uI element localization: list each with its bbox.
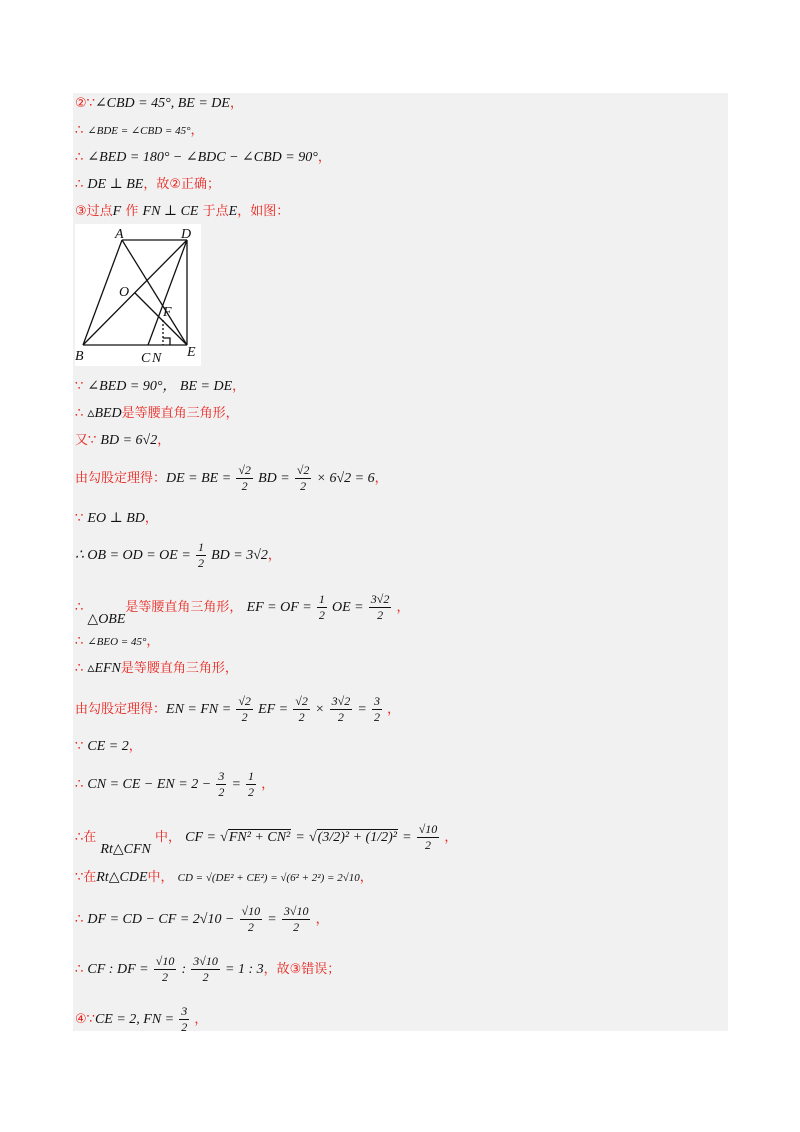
label-F: F [163, 305, 172, 320]
fraction: $\frac{3√10}{2}$ [283, 904, 309, 934]
line-8: 又∵ BD = 6√2， [75, 433, 171, 448]
line-10: ∵ EO ⊥ BD， [75, 511, 158, 526]
line-17: ∴ CN = CE − EN = 2 − $\frac{3}{2}$ = $\frac{1}{2}$ ， [75, 769, 275, 799]
line-2: ∴ ∠BDE = ∠CBD = 45°， [75, 123, 204, 138]
line-14: ∴ ▵EFN是等腰直角三角形， [75, 661, 238, 676]
segment-AB [83, 240, 122, 345]
line-18: ∴在 Rt△CFN 中， CF = √FN² + CN² = √(3/2)² + (1/2)² = $\frac{√10}{2}$ ， [75, 822, 458, 857]
line-7: ∴ ▵BED是等腰直角三角形， [75, 406, 239, 421]
fraction: $\frac{√2}{2}$ [238, 463, 251, 493]
line-15: 由勾股定理得：EN = FN = $\frac{√2}{2}$ EF = $\frac{√2}{2}$ × $\frac{3√2}{2}$ = $\frac{3}{2}$ ， [75, 694, 401, 724]
fraction: $\frac{√10}{2}$ [241, 904, 261, 934]
line-6: ∵ ∠BED = 90°， BE = DE， [75, 379, 246, 394]
segment-OE [135, 293, 187, 345]
geometry-figure [75, 224, 201, 366]
line-20: ∴ DF = CD − CF = 2√10 − $\frac{√10}{2}$ = $\frac{3√10}{2}$ ， [75, 904, 329, 934]
fraction: $\frac{3√2}{2}$ [331, 694, 351, 724]
fraction: $\frac{3√2}{2}$ [370, 592, 390, 622]
fraction: $\frac{3}{2}$ [373, 694, 380, 724]
label-B: B [75, 349, 84, 364]
label-D: D [181, 227, 192, 242]
line-3: ∴ ∠BED = 180° − ∠BDC − ∠CBD = 90°， [75, 150, 331, 165]
fraction: $\frac{√10}{2}$ [155, 954, 175, 984]
label-N: N [152, 351, 162, 366]
line-12: ∴ △OBE是等腰直角三角形， EF = OF = $\frac{1}{2}$ OE = $\frac{3√2}{2}$ ， [75, 592, 410, 627]
line-11: ∴ OB = OD = OE = $\frac{1}{2}$ BD = 3√2， [75, 540, 281, 570]
line-19: ∵在Rt△CDE中， CD = √(DE² + CE²) = √(6² + 2²) = 2√10， [75, 870, 373, 885]
fraction: $\frac{1}{2}$ [197, 540, 204, 570]
line-16: ∵ CE = 2， [75, 739, 142, 754]
fraction: $\frac{√10}{2}$ [418, 822, 438, 852]
line-22: ④∵CE = 2, FN = $\frac{3}{2}$ ， [75, 1004, 208, 1034]
line-5: ③过点F 作 FN ⊥ CE 于点E，如图： [75, 204, 290, 219]
line-13: ∴ ∠BEO = 45°， [75, 634, 160, 649]
line-9: 由勾股定理得：DE = BE = $\frac{√2}{2}$ BD = $\frac{√2}{2}$ × 6√2 = 6， [75, 463, 388, 493]
fraction: $\frac{√2}{2}$ [295, 694, 308, 724]
label-A: A [115, 227, 124, 242]
line-1: ②∵∠CBD = 45°, BE = DE， [75, 96, 243, 111]
fraction: $\frac{√2}{2}$ [296, 463, 310, 493]
geometry-diagram [75, 224, 201, 366]
fraction: $\frac{1}{2}$ [248, 769, 255, 799]
fraction: $\frac{3}{2}$ [181, 1004, 188, 1034]
fraction: $\frac{3}{2}$ [218, 769, 225, 799]
line-21: ∴ CF : DF = $\frac{√10}{2}$ : $\frac{3√10}{2}$ = 1 : 3，故③错误； [75, 954, 341, 984]
line-4: ∴ DE ⊥ BE，故②正确； [75, 177, 221, 192]
fraction: $\frac{3√10}{2}$ [193, 954, 218, 984]
label-C: C [141, 351, 151, 366]
label-E: E [187, 345, 196, 360]
fraction: $\frac{√2}{2}$ [238, 694, 251, 724]
right-angle-mark [163, 338, 170, 345]
fraction: $\frac{1}{2}$ [318, 592, 325, 622]
label-O: O [119, 285, 130, 300]
